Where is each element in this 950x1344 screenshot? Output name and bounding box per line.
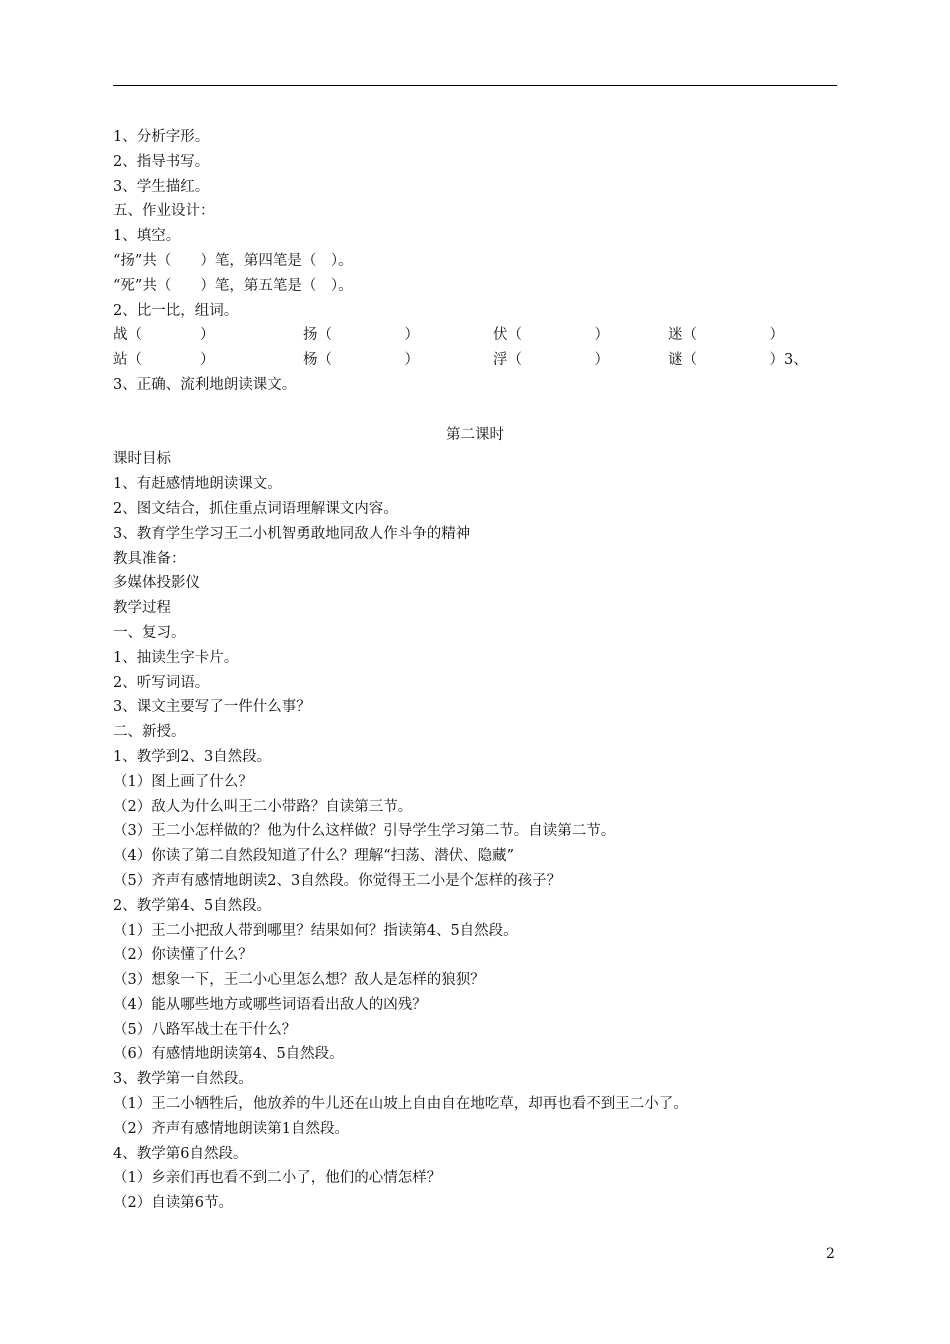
compare-cell: 站（ ） [113,352,215,369]
text-line: 五、作业设计： [113,203,215,220]
text-line: 课时目标 [113,451,171,468]
text-line: 一、复习。 [113,624,186,641]
text-line: 3、教育学生学习王二小机智勇敢地同敌人作斗争的精神 [113,525,471,542]
text-line: 教具准备： [113,550,186,567]
document-body [113,125,843,1216]
text-line: 1、填空。 [113,228,181,245]
text-line: （5）齐声有感情地朗读2、3自然段。你觉得王二小是个怎样的孩子？ [113,872,562,889]
text-line: （6）有感情地朗读第4、5自然段。 [113,1046,344,1063]
section-title: 第二课时 [446,426,504,443]
text-line: 3、正确、流利地朗读课文。 [113,376,297,393]
text-line: 多媒体投影仪 [113,575,200,592]
text-line: （2）你读懂了什么？ [113,947,253,964]
text-line: 2、教学第4、5自然段。 [113,897,272,914]
text-line: 4、教学第6自然段。 [113,1145,248,1162]
text-line: （2）齐声有感情地朗读第1自然段。 [113,1120,349,1137]
text-line: 3、教学第一自然段。 [113,1071,253,1088]
text-line: 1、教学到2、3自然段。 [113,748,272,765]
text-line: “死”共（ ）笔，第五笔是（ ）。 [113,277,353,294]
blank-line [113,398,843,423]
text-line: （2）敌人为什么叫王二小带路？自读第三节。 [113,798,413,815]
text-line: （3）王二小怎样做的？他为什么这样做？引导学生学习第二节。自读第二节。 [113,823,616,840]
text-line: 2、图文结合，抓住重点词语理解课文内容。 [113,500,398,517]
compare-cell: 伏（ ） [493,327,609,344]
text-line: （2）自读第6节。 [113,1195,233,1212]
text-line: 2、听写词语。 [113,674,210,691]
text-line: 2、指导书写。 [113,153,210,170]
header-rule [113,85,837,86]
compare-cell: 迷（ ） [668,327,784,344]
text-line: 1、抽读生字卡片。 [113,649,239,666]
text-line: 教学过程 [113,600,171,617]
text-line: 二、新授。 [113,724,186,741]
text-line: （4）能从哪些地方或哪些词语看出敌人的凶残？ [113,996,427,1013]
compare-cell: 谜（ ）3、 [668,352,808,369]
page-number: 2 [826,1246,835,1262]
text-line: 2、比一比，组词。 [113,302,239,319]
text-line: （4）你读了第二自然段知道了什么？理解“扫荡、潜伏、隐藏” [113,848,515,865]
compare-cell: 扬（ ） [303,327,419,344]
text-line: （3）想象一下，王二小心里怎么想？敌人是怎样的狼狈？ [113,972,485,989]
text-line: （1）图上画了什么？ [113,773,253,790]
compare-cell: 杨（ ） [303,352,419,369]
compare-row-1 [113,323,843,348]
text-line: 1、有赶感情地朗读课文。 [113,476,282,493]
text-line: （1）王二小牺牲后，他放养的牛儿还在山坡上自由自在地吃草，却再也看不到王二小了。 [113,1096,688,1113]
text-line: （5）八路军战士在干什么？ [113,1021,297,1038]
text-line: 3、学生描红。 [113,178,210,195]
text-line: （1）王二小把敌人带到哪里？结果如何？指读第4、5自然段。 [113,922,518,939]
text-line: 1、分析字形。 [113,129,210,145]
text-line: （1）乡亲们再也看不到二小了，他们的心情怎样？ [113,1170,442,1187]
compare-cell: 战（ ） [113,327,215,344]
text-line: “扬”共（ ）笔，第四笔是（ ）。 [113,252,353,269]
compare-cell: 浮（ ） [493,352,609,369]
compare-row-2 [113,348,843,373]
text-line: 3、课文主要写了一件什么事？ [113,699,311,716]
